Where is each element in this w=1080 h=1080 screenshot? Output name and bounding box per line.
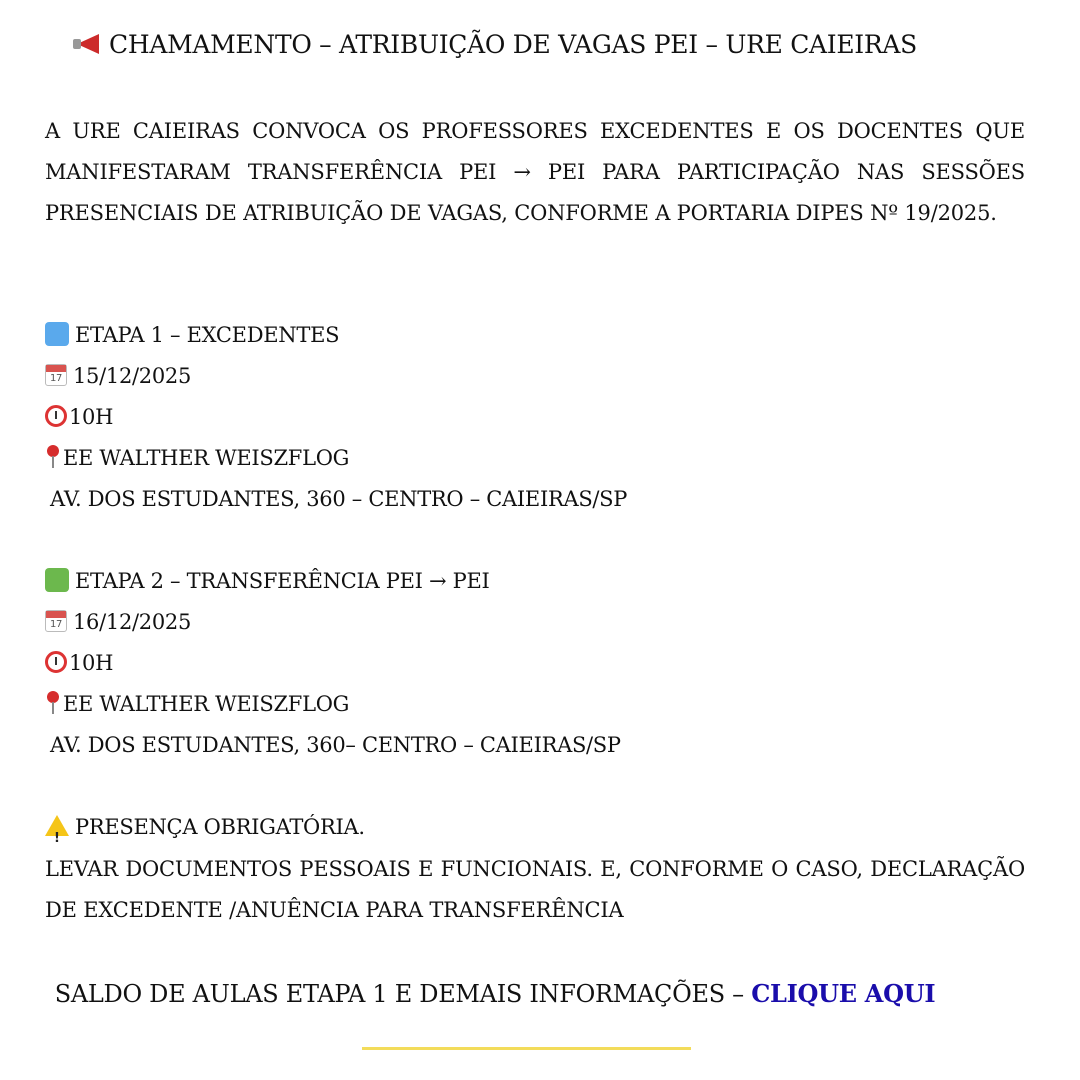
calendar-icon — [45, 364, 67, 386]
notice-heading — [45, 807, 365, 848]
map-pin-icon — [45, 445, 61, 469]
stage2-place — [45, 684, 349, 725]
stage1-heading-text: ETAPA 1 – EXCEDENTES — [75, 323, 340, 347]
footer-text: SALDO DE AULAS ETAPA 1 E DEMAIS INFORMAÇÕES – — [54, 980, 752, 1008]
stage1-place-text: EE WALTHER WEISZFLOG — [63, 446, 350, 470]
stage1-place — [45, 438, 349, 479]
stage2-place-text: EE WALTHER WEISZFLOG — [63, 692, 350, 716]
page-title — [0, 28, 1035, 62]
calendar-icon — [45, 610, 67, 632]
alarm-clock-icon — [45, 405, 67, 427]
stage1-time-text: 10H — [69, 405, 114, 429]
divider — [362, 1047, 691, 1050]
stage2-time-text: 10H — [69, 651, 114, 675]
map-pin-icon — [45, 691, 61, 715]
stage2-heading — [45, 561, 490, 602]
alarm-clock-icon — [45, 651, 67, 673]
footer-line — [0, 975, 1035, 1013]
warning-icon — [45, 815, 69, 836]
stage1-date — [45, 356, 191, 397]
stage1-date-text: 15/12/2025 — [73, 364, 192, 388]
page-title-text: CHAMAMENTO – ATRIBUIÇÃO DE VAGAS PEI – URE CAIEIRAS — [109, 30, 917, 59]
intro-paragraph: A URE CAIEIRAS CONVOCA OS PROFESSORES EXCEDENTES E OS DOCENTES QUE MANIFESTARAM TRANSFERÊNCIA PEI → PEI PARA PARTICIPAÇÃO NAS SESSÕES PRESENCIAIS DE ATRIBUIÇÃO DE VAGAS, CONFORME A PORTARIA DIPES Nº 19/2025. — [45, 119, 1025, 225]
stage2-time — [45, 643, 113, 684]
stage2-date-text: 16/12/2025 — [73, 610, 192, 634]
notice-heading-text: PRESENÇA OBRIGATÓRIA. — [75, 815, 365, 839]
stage1-heading — [45, 315, 339, 356]
stage2-date — [45, 602, 191, 643]
stage2-heading-text: ETAPA 2 – TRANSFERÊNCIA PEI → PEI — [75, 569, 490, 593]
stage1-time — [45, 397, 113, 438]
stage1-address: AV. DOS ESTUDANTES, 360 – CENTRO – CAIEIRAS/SP — [50, 487, 628, 511]
stage2-address: AV. DOS ESTUDANTES, 360– CENTRO – CAIEIRAS/SP — [50, 733, 621, 757]
green-square-icon — [45, 568, 69, 592]
megaphone-icon — [73, 31, 103, 57]
notice-body: LEVAR DOCUMENTOS PESSOAIS E FUNCIONAIS. E, CONFORME O CASO, DECLARAÇÃO DE EXCEDENTE /ANUÊNCIA PARA TRANSFERÊNCIA — [45, 857, 1025, 922]
click-here-link[interactable]: CLIQUE AQUI — [751, 979, 936, 1008]
blue-square-icon — [45, 322, 69, 346]
